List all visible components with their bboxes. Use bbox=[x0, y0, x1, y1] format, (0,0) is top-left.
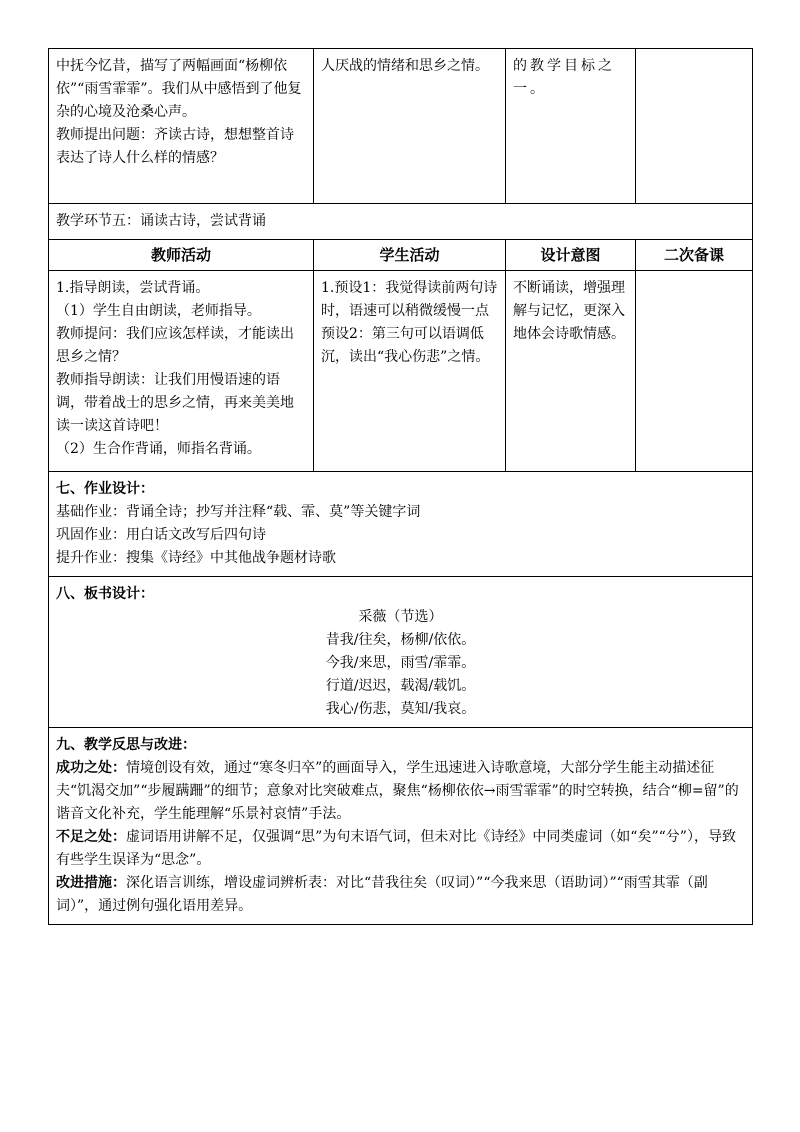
student-activity-cell bbox=[314, 271, 506, 472]
teacher-text: 教师提问：我们应该怎样读，才能读出思乡之情？ bbox=[56, 326, 294, 365]
header-intent: 设计意图 bbox=[506, 240, 636, 271]
reflection-success bbox=[56, 757, 745, 826]
lack-label: 不足之处： bbox=[56, 829, 126, 845]
intent-text: 不断诵读，增强理解与记忆，更深入地体会诗歌情感。 bbox=[513, 280, 625, 342]
column-header-row bbox=[49, 240, 753, 271]
stage-five-label bbox=[49, 204, 753, 240]
poem-line: 今我/来思，雨雪/霏霏。 bbox=[325, 655, 476, 671]
design-intent-cell bbox=[506, 49, 636, 204]
teacher-text: 教师指导朗读：让我们用慢语速的语调，带着战士的思乡之情，再来美美地读一读这首诗吧！ bbox=[56, 372, 294, 434]
header-student: 学生活动 bbox=[314, 240, 506, 271]
homework-section bbox=[49, 472, 753, 577]
continued-activity-row bbox=[49, 49, 753, 204]
header-notes: 二次备课 bbox=[636, 240, 753, 271]
header-teacher: 教师活动 bbox=[49, 240, 314, 271]
teacher-text: （2）生合作背诵，师指名背诵。 bbox=[56, 441, 261, 457]
reflection-row bbox=[49, 728, 753, 925]
student-text: 人厌战的情绪和思乡之情。 bbox=[321, 58, 489, 74]
stage-five-row bbox=[49, 271, 753, 472]
reflection-title: 九、教学反思与改进： bbox=[56, 737, 196, 753]
homework-row bbox=[49, 472, 753, 577]
lesson-plan-table bbox=[48, 48, 753, 925]
poem-title: 采薇（节选） bbox=[358, 609, 443, 625]
teacher-activity-cell bbox=[49, 271, 314, 472]
improve-text: 深化语言训练，增设虚词辨析表：对比“昔我往矣（叹词）”“今我来思（语助词）”“雨雪其霏（副词）”，通过例句强化语用差异。 bbox=[56, 875, 708, 914]
notes-cell bbox=[636, 271, 753, 472]
reflection-improve bbox=[56, 872, 745, 918]
poem-line: 行道/迟迟，载渴/载饥。 bbox=[325, 678, 476, 694]
teacher-text: 中抚今忆昔，描写了两幅画面“杨柳依依”“雨雪霏霏”。我们从中感悟到了他复杂的心境及沧桑心声。 bbox=[56, 58, 302, 120]
reflection-section bbox=[49, 728, 753, 925]
design-intent-cell bbox=[506, 271, 636, 472]
student-activity-cell bbox=[314, 49, 506, 204]
homework-title: 七、作业设计： bbox=[56, 481, 154, 497]
stage-label-text: 教学环节五：诵读古诗，尝试背诵 bbox=[56, 213, 266, 229]
homework-line: 巩固作业：用白话文改写后四句诗 bbox=[56, 527, 266, 543]
poem-line: 我心/伤悲，莫知/我哀。 bbox=[325, 701, 476, 717]
improve-label: 改进措施： bbox=[56, 875, 126, 891]
teacher-text: 1.指导朗读，尝试背诵。 bbox=[56, 280, 210, 296]
board-section bbox=[49, 577, 753, 728]
teacher-text: （1）学生自由朗读，老师指导。 bbox=[56, 303, 261, 319]
success-text: 情境创设有效，通过“寒冬归卒”的画面导入，学生迅速进入诗歌意境，大部分学生能主动描述征夫“饥渴交加”“步履蹒跚”的细节；意象对比突破难点，聚焦“杨柳依依→雨雪霏霏”的时空转换，结合“柳=留”的谐音文化补充，学生能理解“乐景衬哀情”手法。 bbox=[56, 760, 739, 822]
teacher-activity-cell bbox=[49, 49, 314, 204]
student-text: 预设2：第三句可以语调低沉，读出“我心伤悲”之情。 bbox=[321, 326, 490, 365]
intent-text: 的教学目标之一。 bbox=[513, 58, 615, 97]
reflection-lack bbox=[56, 826, 745, 872]
stage-row bbox=[49, 204, 753, 240]
homework-line: 提升作业：搜集《诗经》中其他战争题材诗歌 bbox=[56, 550, 336, 566]
poem-line: 昔我/往矣，杨柳/依依。 bbox=[325, 632, 476, 648]
success-label: 成功之处： bbox=[56, 760, 126, 776]
notes-cell bbox=[636, 49, 753, 204]
lack-text: 虚词语用讲解不足，仅强调“思”为句末语气词，但未对比《诗经》中同类虚词（如“矣”“兮”），导致有些学生误译为“思念”。 bbox=[56, 829, 736, 868]
teacher-text: 教师提出问题：齐读古诗，想想整首诗表达了诗人什么样的情感？ bbox=[56, 127, 294, 166]
student-text: 1.预设1：我觉得读前两句诗时，语速可以稍微缓慢一点 bbox=[321, 280, 498, 319]
board-title: 八、板书设计： bbox=[56, 586, 154, 602]
board-row bbox=[49, 577, 753, 728]
homework-line: 基础作业：背诵全诗；抄写并注释“载、霏、莫”等关键字词 bbox=[56, 504, 421, 520]
